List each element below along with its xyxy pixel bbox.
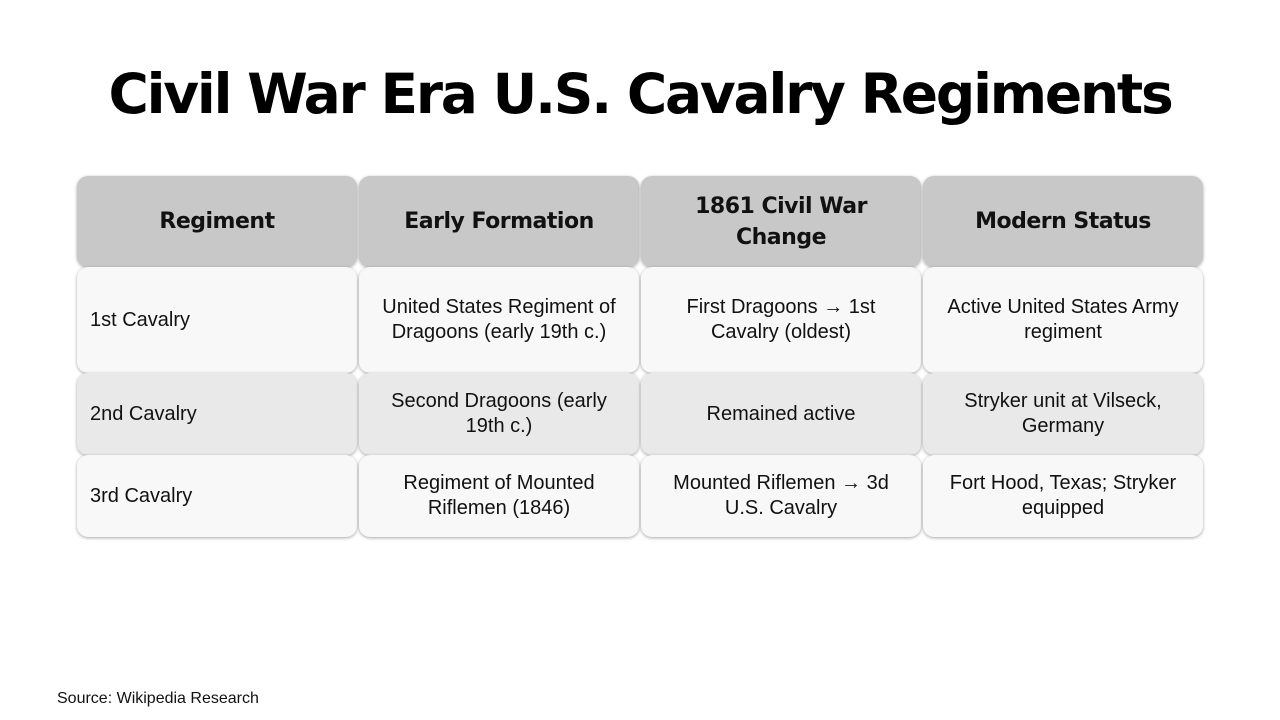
cell-early-formation: Second Dragoons (early 19th c.) [359,373,639,455]
header-early-formation: Early Formation [359,176,639,267]
source-note: Source: Wikipedia Research [57,690,259,707]
cell-early-formation: Regiment of Mounted Riflemen (1846) [359,455,639,537]
table-row [77,373,1204,455]
cell-regiment: 2nd Cavalry [77,373,357,455]
header-modern-status: Modern Status [923,176,1203,267]
cell-civil-war-change: Remained active [641,373,921,455]
page-title: Civil War Era U.S. Cavalry Regiments [108,62,1172,126]
cell-modern-status: Active United States Army regiment [923,267,1203,373]
header-regiment: Regiment [77,176,357,267]
header-civil-war-change: 1861 Civil War Change [641,176,921,267]
cell-civil-war-change: Mounted Riflemen → 3d U.S. Cavalry [641,455,921,537]
table-row [77,455,1204,537]
regiments-table [77,176,1204,537]
cell-early-formation: United States Regiment of Dragoons (early 19th c.) [359,267,639,373]
table-row [77,267,1204,373]
cell-regiment: 3rd Cavalry [77,455,357,537]
cell-modern-status: Fort Hood, Texas; Stryker equipped [923,455,1203,537]
cell-modern-status: Stryker unit at Vilseck, Germany [923,373,1203,455]
table-header-row [77,176,1204,267]
cell-regiment: 1st Cavalry [77,267,357,373]
cell-civil-war-change: First Dragoons → 1st Cavalry (oldest) [641,267,921,373]
